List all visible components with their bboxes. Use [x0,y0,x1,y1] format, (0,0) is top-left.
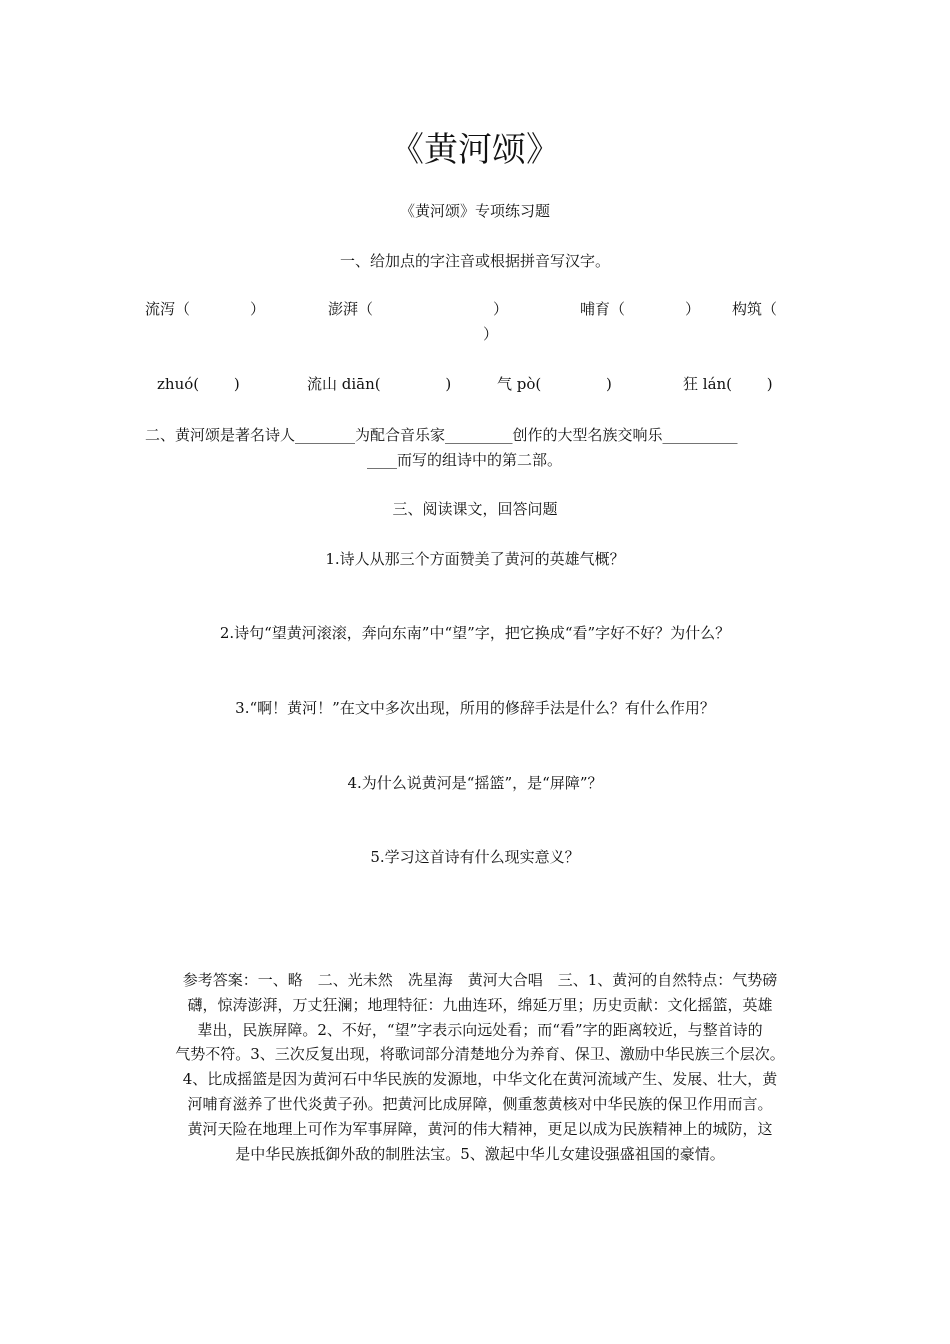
section2-line2: ____而写的组诗中的第二部。 [367,451,563,469]
answer-key [140,968,820,1166]
hanzi-item-po: 气 pò( ) [497,375,612,393]
question-2: 2.诗句“望黄河滚滚，奔向东南”中“望”字，把它换成“看”字好不好？为什么？ [219,624,731,642]
pinyin-item-gouzhu-close: ） [483,325,499,343]
question-3: 3.“啊！黄河！”在文中多次出现，所用的修辞手法是什么？有什么作用？ [235,699,715,717]
pinyin-item-buyu: 哺育（ ） [580,300,701,318]
question-5: 5.学习这首诗有什么现实意义？ [370,848,580,866]
section2-line1: 二、黄河颂是著名诗人________为配合音乐家_________创作的大型名族交响乐__________ [145,426,738,444]
answer-line: 河哺育滋养了世代炎黄子孙。把黄河比成屏障，侧重葱黄核对中华民族的保卫作用而言。 [187,1094,773,1113]
answer-line: 辈出，民族屏障。2、不好，“望”字表示向远处看；而“看”字的距离较近，与整首诗的 [197,1020,763,1039]
subtitle: 《黄河颂》专项练习题 [399,202,550,220]
hanzi-item-lan: 狂 lán( ) [683,375,773,393]
section1-heading: 一、给加点的字注音或根据拼音写汉字。 [339,252,610,270]
answer-line: 气势不符。3、三次反复出现，将歌词部分清楚地分为养育、保卫、激励中华民族三个层次。 [175,1045,785,1064]
answer-line: 黄河天险在地理上可作为军事屏障，黄河的伟大精神，更足以成为民族精神上的城防，这 [187,1119,773,1138]
hanzi-item-dian: 流山 diān( ) [307,375,452,393]
pinyin-item-liuxie: 流泻（ ） [145,300,266,318]
question-1: 1.诗人从那三个方面赞美了黄河的英雄气概？ [325,550,625,568]
pinyin-item-gouzhu: 构筑（ [732,300,778,318]
answer-line: 4、比成摇篮是因为黄河石中华民族的发源地，中华文化在黄河流域产生、发展、壮大，黄 [182,1070,778,1089]
hanzi-item-zhuo: zhuó( ) [157,375,240,393]
section3-heading: 三、阅读课文，回答问题 [392,500,558,518]
question-4: 4.为什么说黄河是“摇篮”，是“屏障”？ [347,774,603,792]
pinyin-item-pengpai: 澎湃（ ） [328,300,509,318]
page-title: 《黄河颂》 [390,130,560,170]
answer-line: 礴，惊涛澎湃，万丈狂澜；地理特征：九曲连环，绵延万里；历史贡献：文化摇篮，英雄 [187,995,773,1014]
answer-line: 参考答案：一、略 二、光未然 冼星海 黄河大合唱 三、1、黄河的自然特点：气势磅 [182,971,778,989]
answer-line: 是中华民族抵御外敌的制胜法宝。5、激起中华儿女建设强盛祖国的豪情。 [235,1144,725,1163]
